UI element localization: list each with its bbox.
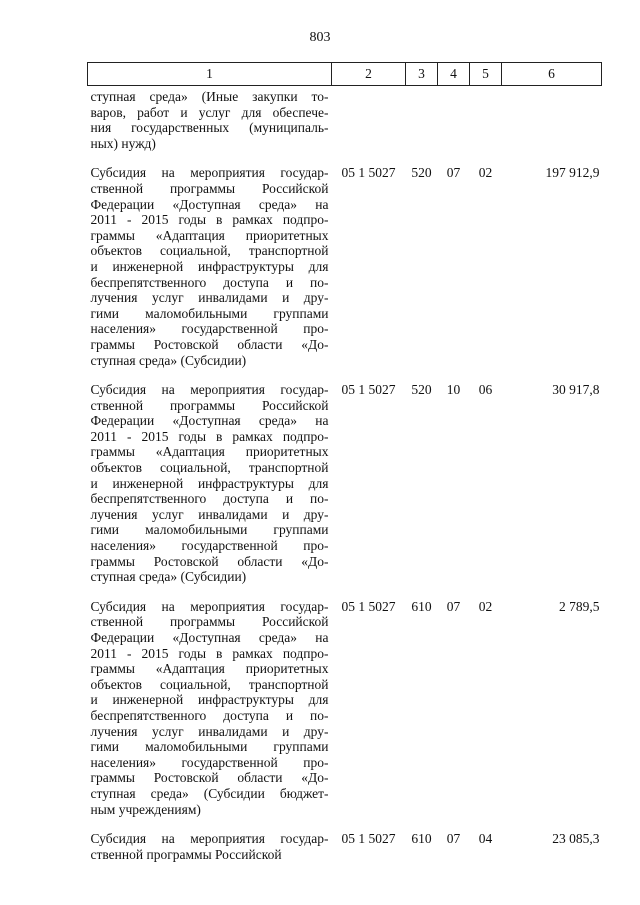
table-row xyxy=(88,165,602,382)
description-line: ния государственных (муниципаль- xyxy=(90,120,329,136)
description-line: граммы «Адаптация приоритетных xyxy=(90,227,329,243)
subsection-cell: 02 xyxy=(478,598,493,614)
description-line: лучения услуг инвалидами и дру- xyxy=(90,723,329,739)
description-line: граммы Ростовской области «До- xyxy=(90,770,329,786)
description-line: ступная среда» (Субсидии бюджет- xyxy=(90,785,329,801)
description-line: варов, работ и услуг для обеспече- xyxy=(90,104,329,120)
description-line: населения» государственной про- xyxy=(90,538,329,554)
description-line: 2011 - 2015 годы в рамках подпро- xyxy=(90,428,329,444)
row-description xyxy=(88,599,332,831)
description-line: ступная среда» (Иные закупки то- xyxy=(90,89,329,104)
description-line: ных) нужд) xyxy=(90,135,156,151)
expense-type-cell: 610 xyxy=(411,831,432,847)
description-line: ступная среда» (Субсидии) xyxy=(90,569,247,585)
header-col-4: 4 xyxy=(438,63,470,86)
amount-cell: 23 085,3 xyxy=(552,831,600,847)
description-line: граммы Ростовской области «До- xyxy=(90,553,329,569)
table-row xyxy=(88,382,602,599)
budget-table xyxy=(87,62,602,876)
table-header-row xyxy=(88,63,602,86)
target-article-code-cell: 05 1 5027 xyxy=(341,598,396,614)
description-line: ственной программы Российской xyxy=(90,180,329,196)
target-article-code-cell: 05 1 5027 xyxy=(341,382,396,398)
description-line: лучения услуг инвалидами и дру- xyxy=(90,506,329,522)
section-cell: 07 xyxy=(446,598,461,614)
description-line: Субсидия на мероприятия государ- xyxy=(90,382,329,398)
expense-type-cell: 520 xyxy=(411,382,432,398)
target-article-code-cell: 05 1 5027 xyxy=(341,165,396,181)
description-line: граммы «Адаптация приоритетных xyxy=(90,444,329,460)
header-col-1: 1 xyxy=(88,63,332,86)
section-cell: 07 xyxy=(446,831,461,847)
description-line: 2011 - 2015 годы в рамках подпро- xyxy=(90,645,329,661)
description-line: граммы «Адаптация приоритетных xyxy=(90,661,329,677)
description-line: гими маломобильными группами xyxy=(90,305,329,321)
section-cell: 07 xyxy=(446,165,461,181)
amount-cell: 2 789,5 xyxy=(559,598,600,614)
row-description xyxy=(88,165,332,382)
expense-type-cell: 610 xyxy=(411,598,432,614)
description-line: гими маломобильными группами xyxy=(90,522,329,538)
header-col-6: 6 xyxy=(502,63,602,86)
row-description xyxy=(88,831,332,876)
description-line: и инженерной инфраструктуры для xyxy=(90,692,329,708)
description-line: ственной программы Российской xyxy=(90,846,282,862)
description-line: объектов социальной, транспортной xyxy=(90,676,329,692)
description-line: лучения услуг инвалидами и дру- xyxy=(90,290,329,306)
description-line: ственной программы Российской xyxy=(90,614,329,630)
amount-cell xyxy=(502,86,602,166)
description-line: Федерации «Доступная среда» на xyxy=(90,196,329,212)
description-line: Субсидия на мероприятия государ- xyxy=(90,598,329,614)
section-cell xyxy=(438,86,470,166)
description-line: объектов социальной, транспортной xyxy=(90,243,329,259)
description-line: Федерации «Доступная среда» на xyxy=(90,413,329,429)
description-line: Субсидия на мероприятия государ- xyxy=(90,831,329,847)
row-description xyxy=(88,382,332,599)
description-line: беспрепятственного доступа и по- xyxy=(90,274,329,290)
description-line: ным учреждениям) xyxy=(90,801,201,817)
subsection-cell: 06 xyxy=(478,382,493,398)
target-article-code-cell: 05 1 5027 xyxy=(341,831,396,847)
description-line: гими маломобильными группами xyxy=(90,739,329,755)
description-line: беспрепятственного доступа и по- xyxy=(90,491,329,507)
section-cell: 10 xyxy=(446,382,461,398)
description-line: Федерации «Доступная среда» на xyxy=(90,630,329,645)
amount-cell: 30 917,8 xyxy=(552,382,600,398)
description-line: населения» государственной про- xyxy=(90,754,329,770)
header-col-3: 3 xyxy=(406,63,438,86)
description-line: и инженерной инфраструктуры для xyxy=(90,258,329,274)
description-line: ственной программы Российской xyxy=(90,397,329,413)
description-line: ступная среда» (Субсидии) xyxy=(90,352,247,368)
description-line: граммы Ростовской области «До- xyxy=(90,336,329,352)
description-line: населения» государственной про- xyxy=(90,321,329,337)
table-row xyxy=(88,86,602,166)
target-article-code-cell xyxy=(332,86,406,166)
subsection-cell: 04 xyxy=(478,831,493,847)
expense-type-cell xyxy=(406,86,438,166)
amount-cell: 197 912,9 xyxy=(545,165,600,181)
table-row xyxy=(88,831,602,876)
page-number: 803 xyxy=(309,30,331,45)
description-line: Субсидия на мероприятия государ- xyxy=(90,165,329,181)
table-row xyxy=(88,599,602,831)
row-description xyxy=(88,86,332,166)
description-line: объектов социальной, транспортной xyxy=(90,460,329,476)
description-line: 2011 - 2015 годы в рамках подпро- xyxy=(90,212,329,228)
subsection-cell xyxy=(470,86,502,166)
expense-type-cell: 520 xyxy=(411,165,432,181)
subsection-cell: 02 xyxy=(478,165,493,181)
header-col-2: 2 xyxy=(332,63,406,86)
header-col-5: 5 xyxy=(470,63,502,86)
description-line: и инженерной инфраструктуры для xyxy=(90,475,329,491)
description-line: беспрепятственного доступа и по- xyxy=(90,707,329,723)
